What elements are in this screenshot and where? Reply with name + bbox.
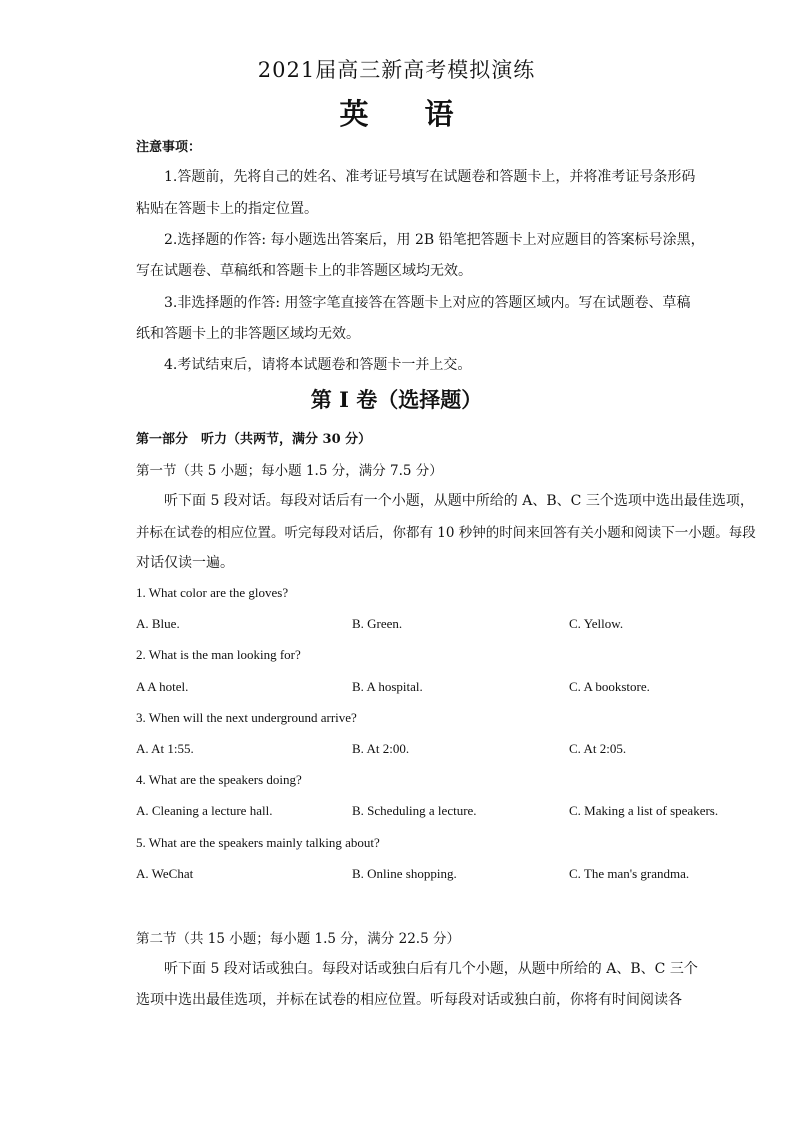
subject-char-1: 英: [339, 97, 369, 131]
section1-heading: 第一节（共 5 小题；每小题 1.5 分，满分 7.5 分）: [136, 463, 443, 479]
volume-title: 第 I 卷（选择题）: [310, 387, 483, 412]
section1-instruction-line-3: 对话仅读一遍。: [136, 555, 234, 571]
question-3-option-b: B. At 2:00.: [352, 741, 410, 756]
notice-item-4: 4.考试结束后，请将本试题卷和答题卡一并上交。: [164, 357, 472, 373]
question-3-option-a: A. At 1:55.: [136, 741, 194, 756]
question-1-option-b: B. Green.: [352, 616, 403, 631]
question-3: 3. When will the next underground arrive?: [136, 710, 357, 725]
notice-item-3-line-1: 3.非选择题的作答: 用签字笔直接答在答题卡上对应的答题区域内。写在试题卷、草稿: [164, 295, 691, 311]
notice-item-2-line-2: 写在试题卷、草稿纸和答题卡上的非答题区域均无效。: [136, 263, 472, 279]
section1-instruction-line-2: 并标在试卷的相应位置。听完每段对话后，你都有 10 秒钟的时间来回答有关小题和阅读下一小题。每段: [136, 525, 756, 541]
question-4-option-b: B. Scheduling a lecture.: [352, 803, 477, 818]
question-4-option-c: C. Making a list of speakers.: [569, 803, 719, 818]
notice-heading: 注意事项：: [136, 140, 202, 155]
notice-item-3-line-2: 纸和答题卡上的非答题区域均无效。: [136, 326, 360, 342]
section2-instruction-line-2: 选项中选出最佳选项，并标在试卷的相应位置。听每段对话或独白前，你将有时间阅读各: [136, 992, 682, 1008]
section2-heading: 第二节（共 15 小题；每小题 1.5 分，满分 22.5 分）: [136, 931, 460, 947]
notice-item-1-line-2: 粘贴在答题卡上的指定位置。: [136, 201, 318, 217]
question-1: 1. What color are the gloves?: [136, 585, 289, 600]
section2-instruction-line-1: 听下面 5 段对话或独白。每段对话或独白后有几个小题，从题中所给的 A、B、C 三个: [164, 961, 698, 977]
question-2-option-b: B. A hospital.: [352, 679, 423, 694]
question-5-option-a: A. WeChat: [136, 866, 194, 881]
exam-title: 2021届高三新高考模拟演练: [257, 58, 536, 82]
question-2: 2. What is the man looking for?: [136, 647, 301, 662]
question-5-option-c: C. The man's grandma.: [569, 866, 690, 881]
question-2-option-c: C. A bookstore.: [569, 679, 650, 694]
question-4-option-a: A. Cleaning a lecture hall.: [136, 803, 273, 818]
question-3-option-c: C. At 2:05.: [569, 741, 627, 756]
question-1-option-a: A. Blue.: [136, 616, 180, 631]
section1-instruction-line-1: 听下面 5 段对话。每段对话后有一个小题，从题中所给的 A、B、C 三个选项中选出最佳选项，: [164, 493, 754, 509]
subject-title: [0, 92, 793, 133]
subject-char-2: 语: [424, 97, 454, 131]
question-5: 5. What are the speakers mainly talking about?: [136, 835, 380, 850]
question-2-option-a: A A hotel.: [136, 679, 189, 694]
part1-heading: 第一部分 听力（共两节，满分 30 分）: [136, 432, 372, 447]
question-4: 4. What are the speakers doing?: [136, 772, 302, 787]
question-5-option-b: B. Online shopping.: [352, 866, 457, 881]
question-1-option-c: C. Yellow.: [569, 616, 624, 631]
notice-item-1-line-1: 1.答题前，先将自己的姓名、准考证号填写在试题卷和答题卡上，并将准考证号条形码: [164, 169, 696, 185]
notice-item-2-line-1: 2.选择题的作答: 每小题选出答案后，用 2B 铅笔把答题卡上对应题目的答案标号涂黑，: [164, 232, 705, 248]
